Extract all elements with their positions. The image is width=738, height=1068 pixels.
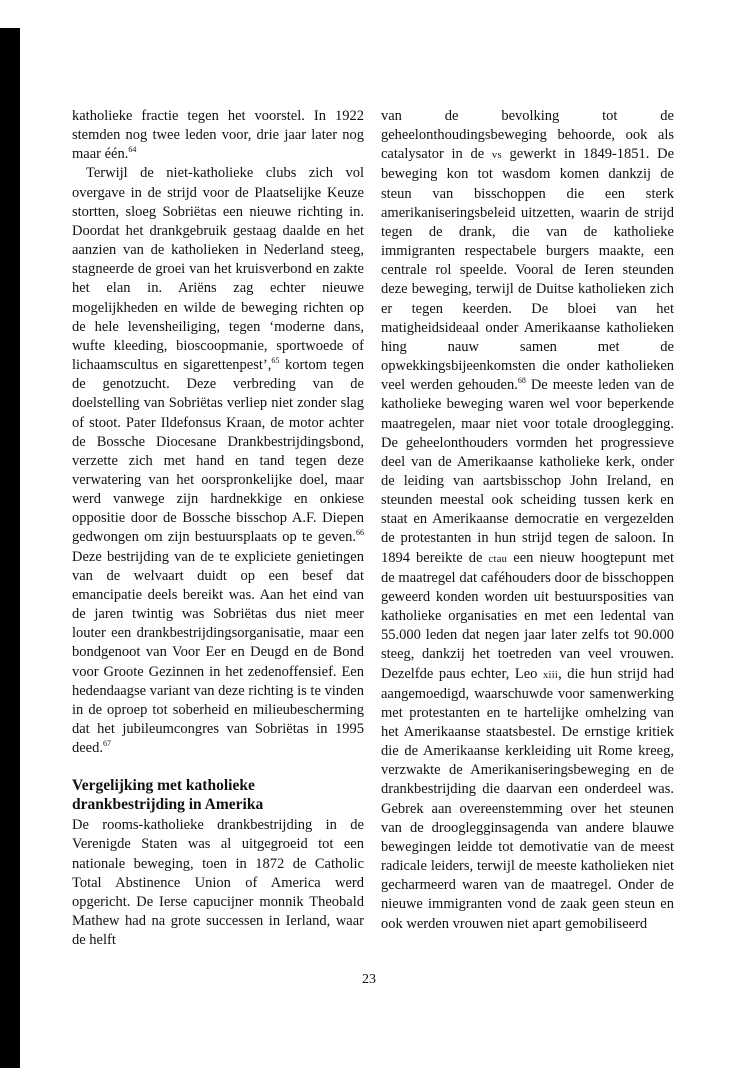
footnote-ref: 66 (356, 528, 364, 538)
abbreviation: vs (491, 150, 502, 162)
scan-edge-shadow (0, 28, 20, 1068)
paragraph: van de bevolking tot de geheelonthoudingsbeweging behoorde, ook als catalysator in de vs gewerkt in 1849-1851. De beweging kon tot wasdom komen dankzij de steun van bisschoppen die een sterk amerikaniseringsbeleid uitzetten, waarin de strijd tegen de drank, die van de katholieke immigranten respectabele burgers maakte, een centrale rol speelde. Vooral de Ieren steunden deze beweging, terwijl de Duitse katholieken zich er tegen keerden. De bloei van het matigheidsideaal onder Amerikaanse katholieken hing nauw samen met de opwekkingsbijeenkomsten die onder katholieken veel werden gehouden.$^{68}$ De meeste leden van de katholieke beweging waren wel voor beperkende maatregelen, maar niet voor totale drooglegging. De geheelonthouders vormden het progressieve deel van de Amerikaanse katholieke kerk, onder de leiding van aartsbisschop John Ireland, en steunden meestal ook scheiding tussen kerk en staat en Amerikaanse democratie en vergezelden de protestanten in hun strijd tegen de saloon. In 1894 bereikte de ctau een nieuw hoogtepunt met de maatregel dat caféhouders door de bisschoppen geweerd konden worden uit bestuursposities van katholieke organisaties en met een ledental van 55.000 leden dat negen jaar later zelfs tot 90.000 steeg, dankzij het toetreden van veel vrouwen. Dezelfde paus echter, Leo xiii, die hun strijd had aangemoedigd, waarschuwde voor samenwerking met protestanten en te hartelijke omhelzing van het Amerikaanse staatsbestel. De ernstige kritiek die de Amerikaanse kerkleiding uit Rome kreeg, verzwakte de Amerikaniseringsbeweging en de drankbestrijding die daarvan een onderdeel was. Gebrek aan overeenstemming over het steunen van de drooglegginsagenda van andere blauwe bewegingen leidde tot demotivatie van de meest radicale leiders, terwijl de meeste katholieken niet gecharmeerd waren van de maatregel. Onder de nieuwe immigranten vond de zaak geen steun en ook werden vrouwen niet apart gemobiliseerd (381, 108, 675, 932)
footnote-ref: 67 (103, 739, 111, 749)
paragraph: De rooms-katholieke drankbestrijding in de Verenigde Staten was al uitgegroeid tot een nationale beweging, toen in 1872 de Catholic Total Abstinence Union of America werd opgericht. De Ierse capucijner monnik Theobald Mathew had na grote successen in Ierland, waar de helft (72, 817, 364, 949)
paragraph: katholieke fractie tegen het voorstel. In 1922 stemden nog twee leden voor, drie jaar later nog maar één.$^{64}$ (72, 108, 364, 163)
footnote-ref: 68 (517, 376, 526, 386)
page-number: 23 (362, 972, 376, 987)
abbreviation: ctau (488, 553, 508, 565)
abbreviation: xiii (542, 669, 559, 681)
left-column (72, 107, 364, 950)
footnote-ref: 64 (128, 145, 137, 155)
footnote-ref: 65 (271, 356, 280, 366)
right-column (381, 107, 674, 934)
paragraph: Terwijl de niet-katholieke clubs zich vol overgave in de strijd voor de Plaatselijke Keuze stortten, sloeg Sobriëtas een nieuwe richting in. Doordat het drankgebruik gestaag daalde en het aanzien van de katholieken in Nederland steeg, stagneerde de groei van het kruisverbond en zakte het elan in. Ariëns zag echter nieuwe mogelijkheden en wilde de beweging richten op de hele levensheiliging, tegen ‘moderne dans, wufte kleeding, bioscoopmanie, sportwoede of lichaamscultus en sigarettenpest’,$^{65}$ kortom tegen de genotzucht. Deze verbreding van de doelstelling van Sobriëtas verliep niet zonder slag of stoot. Pater Ildefonsus Kraan, de motor achter de Bossche Diocesane Drankbestrijdingsbond, verzette zich met hand en tand tegen deze verwatering van het oorspronkelijke doel, maar werd vanwege zijn hardnekkige en onkiese oppositie door de Bossche bisschop A.F. Diepen gedwongen om zijn bestuursplaats op te geven.$^{66}$ Deze bestrijding van de te expliciete genietingen van de welvaart duidt op een besef dat emancipatie deels bereikt was. Aan het eind van de jaren twintig was Sobriëtas dus niet meer louter een drankbestrijdingsorganisatie, maar een bondgenoot van Voor Eer en Deugd en de Bond voor Groote Gezinnen in het zedenoffensief. Een hedendaagse variant van deze richting is te vinden in de oproep tot soberheid en milieubescherming dat het jubileumcongres van Sobriëtas in 1995 deed.$^{67}$ (72, 165, 364, 757)
section-heading: Vergelijking met katholieke drankbestrijding in Amerika (72, 777, 264, 814)
